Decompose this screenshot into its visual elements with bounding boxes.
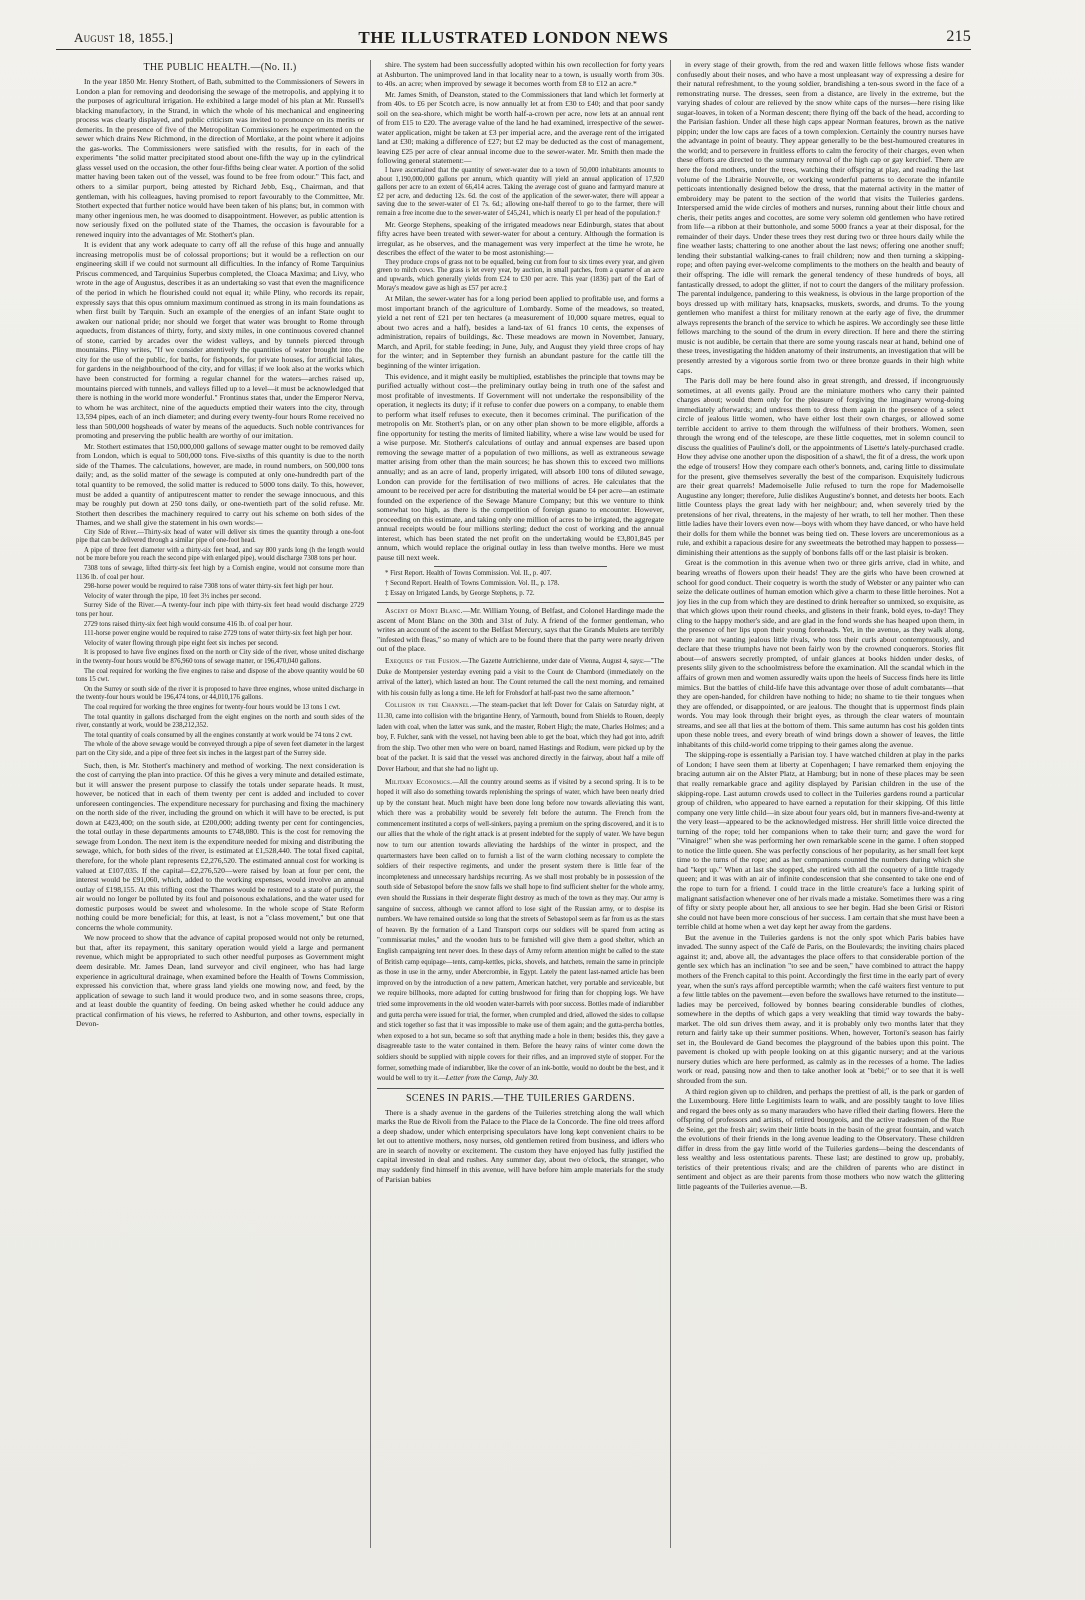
specification-block xyxy=(76,529,364,759)
article-paragraph: We now proceed to show that the advance of capital proposed would not only be returned, but that, after its repayment, this sanitary operation would yield a large and permanent revenue, which might be appropriated to such other needful purposes as Government might deem desirable. Mr. James Dean, land surveyor and civil engineer, who has had large experience in agricultural drainage, when examined before the Health of Towns Commission, expressed his conviction that, where grass land yields one mowing now, and feed, by the application of sewage to such land it would produce two, and in some seasons three, crops, and at least double the quantity of feeding. On being asked whether he could adduce any practical confirmation of his views, he referred to Ashburton, and other towns, especially in Devon- xyxy=(76,933,364,1029)
specification-line: Velocity of water through the pipe, 10 feet 3½ inches per second. xyxy=(84,592,262,600)
news-item-text: —The steam-packet that left Dover for Calais on Saturday night, at 11.30, came into collision with the brigantine Henry, of Yarmouth, bound from Shields to Rouen, deeply laden with coal, when the latter was sunk, and the master, Robert High; the mate, Charles Holmes; and a boy, F. Fulcher, sank with the vessel, not having been able to get the boat, which they had got into, adrift from the ship. Two other men who were on board, named Hastings and Rodium, were picked up by the boat of the packet. It is said that the vessel was anchored directly in the fairway, about half a mile off Dover Harbour, and that she had no light up. xyxy=(377,702,664,773)
footnote: † Second Report. Health of Towns Commission. Vol. II., p. 178. xyxy=(385,580,560,588)
news-item xyxy=(377,777,664,1084)
quoted-statement: They produce crops of grass not to be equalled, being cut from four to six times every year, and given green to milch cows. The grass is let every year, by auction, in small patches, from a quarter of an acre and upwards, which generally yields from £24 to £30 per acre. This year (1836) part of the Earl of Moray's meadow gave as high as £57 per acre.‡ xyxy=(377,258,664,292)
column-1 xyxy=(70,60,370,1548)
news-item-text: —The Gazette Autrichienne, under date of Vienna, August 4, says:—"The Duke de Montpensier yesterday evening paid a visit to the Count de Chambord (immediately on the arrival of the latter), which lasted an hour. The Count returned the call the next morning, and remained with his cousin fully as long a time. He left for Frohsdorf at half-past two the same afternoon." xyxy=(377,657,665,697)
article-paragraph: A third region given up to children, and perhaps the prettiest of all, is the park or garden of the Luxembourg. Here little Legitimists learn to walk, and are possibly taught to love lilies and regard the bees only as so many marauders who have rifled their darling flowers. Here the offspring of professors and artists, of retired bourgeois, and the active tradesmen of the Rue de Seine, get the fresh air; swim their little boats in the basin of the great fountain, and watch the evolutions of their friends in the long avenue leading to the Observatory. These children differ in dress from the gay little world of the Tuileries gardens—being the descendants of less wealthy and less ostentatious parents. These last; are destined to grow up, probably, teristics of their pretentious rivals; and are the children of parents who are distinct in sentiment and object as are their parents from those mothers who now watch the glittering little pageants of the Tuileries avenue.—B. xyxy=(677,1086,964,1191)
divider xyxy=(434,566,606,567)
divider xyxy=(377,602,664,603)
column-3 xyxy=(670,60,970,1548)
article-paragraph: The Paris doll may be here found also in great strength, and dressed, if incongruously sometimes, at all events gaily. Proud are the miniature mothers who carry their painted charges about; would them only for the pleasure of forgiving the imaginary wrong-doing immediately afterwards; and undress them to dress them again in the presence of a select circle of jealous little women, who have either lost their own charges, or allowed some terrible accident to arrive to them through the wilfulness of their brothers. Women, seen through the wrong end of the telescope, are these little coquettes, met in solemn council to discuss the qualities of Pauline's doll, or the appointments of Lisette's lately-purchased cradle. How they advise one another upon the disposition of a shawl, the fit of a dress, the work upon the edge of trousers! How they compare each other's bonnets, and, caring little to dissimulate for the present, give themselves severally the best of the comparison. Exquisitely ludicrous are their great quarrels! Mademoiselle Julie refused to turn the rope for Mademoiselle Augustine any longer; therefore, Julie dislikes Augustine's bonnet, and detests her boots. Each little Countess plays the great lady with her neighbour; and, when severely tried by the pretensions of her rival, threatens, in the majesty of her wrath, to tell her mother. Then these little ladies have their lovers even now—boys with whom they have danced, or who have held their dolls for them while the bonnet was being tied on. These lovers are unceremonious as a rule, and exhibit a rapacious desire for any sweetmeats the betrothed may happen to possess—diminishing their attentions as the supply of bonbons falls off or the last plaisir is broken. xyxy=(677,376,964,557)
news-item-heading: Ascent of Mont Blanc. xyxy=(385,606,463,616)
specification-line: 7308 tons of sewage, lifted thirty-six feet high by a Cornish engine, would not consume more than 1136 lb. of coal per hour. xyxy=(76,565,364,581)
column-2 xyxy=(370,60,670,1548)
article-paragraph: Mr. Stothert estimates that 150,000,000 gallons of sewage matter ought to be removed daily from London, which is equal to 500,000 tons. Five-sixths of this quantity is due to the north side of the Thames. The calculations, however, are made, in round numbers, on 500,000 tons daily; and, as the solid matter of the sewage is computed at only one-hundredth part of the total quantity to be removed, the solid matter is reduced to 5000 tons daily. To this, however, must be added a quantity of antiputrescent matter to render the sewage innocuous, and this may be roughly put down at 250 tons daily, or one-twentieth part of the solid refuse. Mr. Stothert then describes the machinery required to carry out his scheme on both sides of the Thames, and we shall give the statement in his own words:— xyxy=(76,441,364,528)
specification-line: The total quantity of coals consumed by all the engines constantly at work would be 74 tons 2 cwt. xyxy=(84,731,353,739)
specification-line: The coal required for working the three engines for twenty-four hours would be 13 tons 1 cwt. xyxy=(84,703,341,711)
issue-date: August 18, 1855.] xyxy=(74,30,174,45)
news-byline: —Letter from the Camp, July 30. xyxy=(438,1073,539,1083)
specification-line: Surrey Side of the River.—A twenty-four inch pipe with thirty-six feet head would discharge 2729 tons per hour. xyxy=(76,602,364,619)
news-item-heading: Exequies of the Fusion. xyxy=(385,655,462,665)
footnote: ‡ Essay on Irrigated Lands, by George Stephens, p. 72. xyxy=(385,589,535,597)
specification-line: City Side of River.—Thirty-six head of water will deliver six times the quantity through a one-foot pipe that can be delivered through a similar pipe of one-foot head. xyxy=(76,528,364,545)
news-item-heading: Collision in the Channel. xyxy=(385,700,472,710)
article-paragraph: in every stage of their growth, from the red and waxen little fellows whose fists wander confusedly about their noses, and who have a most unpleasant way of expressing a desire for their natural refreshment, to the young soldier, brandishing a ten-sous sword in the face of a remonstrating nurse. The dresses, seen from a distance, are lively in the extreme, but the varying shades of colour are relieved by the snow white caps of the nurses—here rising like sugar-loaves, in token of a Norman descent; there flying off the back of the head, according to the Parisian fashion. Under all these high caps appear Norman features, brown as the native pippin; under the low caps are faces of a town complexion. Certainly the country nurses have the advantage in point of beauty. They appear generally to be the best-humoured creatures in the world; and to persevere in fruitless efforts to calm the ferocity of their charges, even when these efforts are directed to the summary removal of the high cap or gay kerchief. There are here the fond mothers, under the trees, watching their offspring at play, and reading the last volume of the Librairie Nouvelle, or working wonderful patterns to decorate the infantile petticoats intentionally designed below the dress, that the maternal activity in the matter of embroidery may be patent to the section of the world that visits the Tuileries gardens. Interspersed amid the wide circles of mothers and nurses, running about their little choux and cheris, their petits anges and cocottes, are some very solemn old gentlemen who have retired from life—a ribbon at their buttonhole, and some 5000 francs a year at their disposal, for the remainder of their days. Under these trees they rest during two or three hours daily while the fine weather lasts; chattering to one another about the last news; offering one another snuff; lending their substantial walking-canes to frail children; now and then turning a skipping-rope; and often paying ever-welcome compliments to the mothers on the health and beauty of their offspring. The idle will remark the general tendency of these hundreds of boys, all fantastically dressed, to adopt the glitter, if not to court the dangers of the military profession. The parental indulgence, pandering to this weakness, is obvious in the large proportion of the boys dressed up with military hats, knapsacks, muskets, swords, and drums. To the young gentlemen who manifest a thirst for military renown at the early age of five, the drummer always represents the branch of the service to which he aspires. We accordingly see these little fellows marching to the sound of the drum in every direction. If here and there the stirring music is not audible, be certain that there are some young rascals near at hand, behind one of these trees, investigating the hidden anatomy of their instruments, an investigation that will be presently arrested by a vigorous sortie from two or three bronze guards in their high white caps. xyxy=(677,60,964,375)
article-heading-public-health: THE PUBLIC HEALTH.—(No. II.) xyxy=(143,62,297,73)
article-paragraph: But the avenue in the Tuileries gardens is not the only spot which Paris babies have invaded. The sunny aspect of the Café de Paris, on the Boulevards; the inviting chairs placed against it; and, above all, the advantages the place offers to that considerable portion of the gentle sex which has an inclination "to see and be seen," have combined to attract the happy mothers of the French capital to this point. Accordingly the first time in the early part of every year, when the sun's rays afford perceptible warmth; when the café waiters first venture to put a few little tables on the pavement—even before the swallows have returned to the institute—ladies may be perceived, followed by bonnes bearing considerable bundles of clothes, somewhere in the depths of which gaps a very weakling that timid way towards the baby-market. The old sun drives them away, and it is probably only two months later that they return and fairly take up their summer positions. When, however, Tortoni's season has fairly set in, the Boulevard de Gand becomes the playground of the babies upon this point. The pavement is choked up with people looking on at this gigantic nursery; and at the various nursery duties which are here performed, as calmly as in the recesses of a home. The ladies work or read, pausing now and then to take another look at "bebi;" or to see that it is well shrouded from the sun. xyxy=(677,932,964,1085)
newspaper-title: THE ILLUSTRATED LONDON NEWS xyxy=(358,28,669,47)
article-paragraph: shire. The system had been successfully adopted within his own recollection for forty years at Ashburton. The unimproved land in that locality near to a town, is usually worth from 30s. to 40s. an acre; when improved by sewage it becomes worth from £8 to £12 an acre.* xyxy=(377,60,664,89)
footnote: * First Report. Health of Towns Commission. Vol. II., p. 407. xyxy=(385,570,552,578)
specification-line: 2729 tons raised thirty-six feet high would consume 416 lb. of coal per hour. xyxy=(84,620,293,628)
news-item-text: —Mr. William Young, of Belfast, and Colonel Hardinge made the ascent of Mont Blanc on the 30th and 31st of July. A friend of the former gentleman, who writes an account of the ascent to the Belfast Mercury, says that the Grands Mulets are terribly "infested with fleas," so many of which are to be found there that the party were nearly driven out of the place. xyxy=(377,606,664,654)
article-paragraph: In the year 1850 Mr. Henry Stothert, of Bath, submitted to the Commissioners of Sewers in London a plan for removing and deodorising the sewage of the metropolis, and applying it to the purposes of agricultural irrigation. He exhibited a large model of his plan at Mr. Russell's blacking manufactory, in the Strand, in which the whole of his mechanical and engineering process was clearly displayed, and public criticism was invited to pronounce on its merits or demerits. In the presence of five of the Metropolitan Commissioners he experimented on the sewer which drains New Richmond, in the direction of Mortlake, at the point where it adjoins the gas-works. The Commissioners were satisfied with the results, for in each of the experiments "the solid matter precipitated stood about one-fifth the way up in the cylindrical glass vessel used on the occasion, the other four-fifths being clear water. A portion of the solid matter having been taken out of the vessel, was found to be free from odour." This fact, and others to a similar purport, being attested by Richard Jebb, Esq., Chairman, and that gentleman, with his colleagues, having promised to report favourably to the Committee, Mr. Stothert expected that further notice would have been taken of his plans; but, in common with many other ingenious men, he was doomed to disappointment. However, as public attention is now seriously fixed on the polluted state of the Thames, the occasion is favourable for a renewed inquiry into the advantages of Mr. Stothert's plan. xyxy=(76,77,364,239)
article-paragraph: At Milan, the sewer-water has for a long period been applied to profitable use, and forms a most important branch of the agriculture of Lombardy. Some of the meadows, so treated, yield a net rent of £21 per ten hectares (a measurement of 10,000 square metres, equal to about two acres and a half), besides a land-tax of 61 francs 10 cents, the expenses of administration, repairs of buildings, &c. These meadows are mown in November, January, March, and April, for stable feeding; in June, July, and August they yield three crops of hay for the winter; and in September they furnish an abundant pasture for the cattle till the beginning of the winter irrigation. xyxy=(377,294,664,370)
article-paragraph: Such, then, is Mr. Stothert's machinery and method of working. The next consideration is the cost of carrying the plan into practice. Of this he gives a very minute and detailed estimate, but it will answer the present purpose to classify the totals under separate heads. It must, however, be noticed that in each of them twenty per cent is added and included to cover unforeseen contingencies. The expenditure necessary for purchasing and fixing the machinery on the north side of the river, including the ground on which it will have to be erected, is put down at £423,400; on the south side, at £200,000; adding twenty per cent for contingencies, the total outlay in these departments amounts to £748,080. This is the cost for removing the sewage from London. The next item is the expenditure needed for mixing and distributing the sewage, which, for both sides of the river, is estimated at £1,528,440. The total fixed capital, therefore, for the whole plant represents £2,276,520. The estimated annual cost for working is valued at £107,035. If the capital—£2,276,520—were raised by loan at four per cent, the interest would be £91,060, which, added to the working expenses, would involve an annual outlay of £198,155. At this trifling cost the Thames would be restored to a state of purity, the air would no longer be polluted by its foul and poisonous exhalations, and the water used for domestic purposes would be sweet and wholesome. In the whole scope of State Reform nothing could be more beneficial; for this, at least, is not a "class movement," but one that concerns the whole community. xyxy=(76,760,364,932)
specification-line: A pipe of three feet diameter with a thirty-six feet head, and say 800 yards long (h the length would not be more before you reach the second pipe with enlarged pipe), would discharge 7308 tons per hour. xyxy=(76,546,364,563)
specification-line: It is proposed to have five engines fixed on the north or City side of the river, whose united discharge in the twenty-four hours would be 876,960 tons of sewage matter, or 196,470,040 gallons. xyxy=(76,649,364,666)
specification-line: On the Surrey or south side of the river it is proposed to have three engines, whose united discharge in the twenty-four hours would be 196,474 tons, or 44,010,176 gallons. xyxy=(76,685,364,702)
divider xyxy=(377,1088,664,1089)
specification-line: 298-horse power would be required to raise 7308 tons of water thirty-six feet high per hour. xyxy=(84,583,334,591)
specification-line: 111-horse power engine would be required to raise 2729 tons of water thirty-six feet high per hour. xyxy=(84,630,353,638)
specification-line: The whole of the above sewage would be conveyed through a pipe of seven feet diameter in the largest part on the City side, and a pipe of three feet six inches in the largest part of the Surrey side. xyxy=(76,741,364,757)
news-item xyxy=(377,700,664,774)
article-paragraph: Mr. George Stephens, speaking of the irrigated meadows near Edinburgh, states that about fifty acres have been treated with sewer-water for about a century. Although the formation is irregular, as he observes, and the management was very imperfect at the time he wrote, he describes the effect of the water to be most astonishing:— xyxy=(377,219,664,258)
news-item xyxy=(377,656,664,698)
text-columns xyxy=(70,60,971,1548)
specification-line: The total quantity in gallons discharged from the eight engines on the north and south sides of the river, constantly at work, would be 238,212,352. xyxy=(76,713,364,730)
specification-line: Velocity of water flowing through pipe eight feet six inches per second. xyxy=(84,639,279,647)
article-heading-scenes-in-paris: SCENES IN PARIS.—THE TUILERIES GARDENS. xyxy=(406,1092,635,1104)
specification-line: The coal required for working the five engines to raise and dispose of the above quantity would be 60 tons 15 cwt. xyxy=(76,667,364,684)
article-paragraph: Great is the commotion in this avenue when two or three girls arrive, clad in white, and bearing wreaths of flowers upon their heads! They are the girls who have been crowned at school for good conduct. Their coquetry is worth the study of Webster or any painter who can seize the delicate outlines of human emotion which give a charm to these little heroines. Not a joy lies in the cup from which they are destined to drink hereafter so unmixed, so exquisite, as that which glows upon their round cheeks, and glistens in their frank, bold eyes, to-day! They cling to the happy mother's side, and are glad in the fond words she has heaped upon them, in the presence of her lips upon their young foreheads. Yet, in the avenue, as they walk along, there are not wanting jealous little rivals, who toss their curls about contemptuously, and declare that these triumphs have not been fairly won by the crowned conquerors. Stories flit about—of answers secretly prompted, of unfair glances at books hidden under desks, of presents slily given to the schoolmistress before the examination. All the scandal which in the affairs of grown men and women assuredly waits upon the heels of Success finds here its little mimics. But the battles of child-life have this advantage over those of adult combatants—that they are open-handed, for children have nothing to hide; no shame to tie their tongues when they are offended, or disappointed, or are jealous. The thought that is uppermost finds plain words. You may look through their bright eyes, as through the clear waters of mountain streams, and see all that lies at the bottom of them. This same autumn has cost his golden tints upon these noble trees, and every breath of wind brings down a shower of leaves, the little inhabitants of this child-world come tripping to their games along the avenue. xyxy=(677,558,964,749)
article-paragraph: There is a shady avenue in the gardens of the Tuileries stretching along the wall which marks the Rue de Rivoli from the Palace to the Place de la Concorde. The fine old trees afford a deep shadow, under which enterprising speculators have long kept convenient chairs to be let out to attentive mothers, nosy nurses, old gentlemen retired from business, and idlers who are in search of novelty or excitement. The custom they have enjoyed has fully justified the capital invested in deal and rushes. Any summer day, about two o'clock, the stranger, who may suddenly find himself in this avenue, will have before him ample materials for the study of Parisian babies xyxy=(377,1107,664,1184)
article-paragraph: Mr. James Smith, of Deanston, stated to the Commissioners that land which let formerly at from 40s. to £6 per Scotch acre, is now annually let at from £30 to £40; and that poor sandy soil on the sea-shore, which might be worth half-a-crown per acre, now lets at an annual rent of from £15 to £20. The average value of the land he had examined, irrespective of the sewer-water application, might be taken at £3 per imperial acre, and the average rent of the irrigated land at £30; making a difference of £27; but £2 may be deducted as the cost of management, leaving £25 per acre of clear annual income due to the sewer-water. Mr. Smith then made the following general statement:— xyxy=(377,89,664,166)
article-paragraph: This evidence, and it might easily be multiplied, establishes the principle that towns may be purified actually without cost—the preliminary outlay being in truth one of the safest and most profitable of investments. If Government will not undertake the responsibility of the operation, it neglects its duty; if it refuse to confer due powers on a company, to enable them to perform what itself refuses to execute, then it becomes criminal. The purification of the metropolis on Mr. Stothert's plan, or on any other plan shown to be more eligible, affords a fine opportunity for testing the merits of limited liability, where a wise law would be used for a wise purpose. Mr. Stothert's calculations of outlay and annual expenses are based upon removing the sewage matter of a population of two millions, as well as extraneous sewage matter arising from other than the main sources; he has shown this to exceed two millions annually; and as an acre of land, properly irrigated, will absorb 100 tons of diluted sewage, London can provide for the fertilisation of two millions of acres. He calculates that the amount to be received per acre for distributing the material would be £4 per acre—an estimate founded on the experience of the Sewage Manure Company; but this we venture to think somewhat too high, as there is the competition of foreign guano to encounter. However, proceeding on this estimate, and taking only one million of acres to be irrigated, the aggregate annual receipts would be four millions sterling; deduct the cost of working and the annual interest, which has been stated the net profit on the undertaking would be £3,801,845 per annum, which would replace the original outlay in less than twelve months. Here we must pause till next week. xyxy=(377,371,664,562)
article-paragraph: The skipping-rope is essentially a Parisian toy. I have watched children at play in the parks of London; I have seen them at liberty at Copenhagen; I have remarked them enjoying the bracing autumn air on the Alster Platz, at Hamburg; but in none of these places may be seen that really remarkable grace and agility displayed by Parisian children in the use of the skipping-rope. Last autumn crowds used to collect in the Tuileries gardens round a particular group of children, who appeared to have earned a reputation for their skipping. Of this little company one very little child—in size about four years old, but in manners five-and-twenty at the very least—appeared to be the acknowledged mistress. Her shrill little voice directed the turning of the rope; told her companions when to take their turn; and gave the word for "Vinaigre!" when she was performing her own remarkable scene in the game. I often stopped to notice the little queen. She was perfectly conscious of her popularity, as her small feet kept time to the turns of the rope; and as her companions counted the numbers during which she had "kept up." When at last she stopped, she retired with all the coquetry of a little tragedy queen; and it was with an air of infinite condescension that she consented to take one end of the rope to turn for a friend. I could trace in the little creature's face a lurking spirit of malignant satisfaction whenever one of her rivals made a mistake. Sometimes there was a ring of fifty or sixty people about her, all anxious to see her begin. Had she been Grisi or Ristori she could not have been more conscious of her success. I am certain that she must have been a terrible child at home when a wet day kept her away from the gardens. xyxy=(677,750,964,932)
masthead xyxy=(56,26,971,50)
article-paragraph: It is evident that any work adequate to carry off all the refuse of this huge and annually increasing metropolis must be of colossal proportions; but it would be a reflection on our engineering skill if we could not surmount all difficulties. In the infancy of Rome Tarquinius Priscus commenced, and Tarquinius Superbus completed, the Cloaca Maxima; and Livy, who wrote in the age of Augustus, describes it as an undertaking so vast that even the magnificence of the period in which he flourished could not equal it; while Pliny, who records its repair, expressly says that this opus omnium maximum continued as strong in its main foundations as when first built by Tarquin. Such an example of the energies of an infant State ought to awaken our national pride; nor should we forget that water was brought to Rome through aqueducts, from distances of thirty, forty, and sixty miles, in one continuous covered channel of stone, carried by arcades over the widest valleys, and by tunnels pierced through mountains. Pliny writes, "If we consider attentively the quantities of water brought into the city for the use of the public, for baths, for fishponds, for private houses, for artificial lakes, for gardens in the neighbourhood of the city, and for villas; if we look also at the works which have been constructed for forming a regular channel for the waters—arches raised up, mountains pierced with tunnels, and valleys filled up to a level—it must be acknowledged that there is nothing in the world more wonderful." Frontinus states that, under the Emperor Nerva, to whom he was architect, nine of the aqueducts emptied their waters into the city, through 13,594 pipes, each of an inch diameter; and during every twenty-four hours Rome received no less than 500,000 hogsheads of water by means of the aqueducts. Such noble contrivances for promoting and preserving the public health are worthy of our imitation. xyxy=(76,240,364,441)
newspaper-page xyxy=(56,26,971,1550)
quoted-statement: I have ascertained that the quantity of sewer-water due to a town of 50,000 inhabitants amounts to about 1,190,000,000 gallons per annum, which quantity will yield an annual application of 17,920 gallons per acre to an extent of 66,414 acres. Taking the average cost of guano and farmyard manure at £2 per acre, and deducting 12s. 6d. the cost of the application of the sewer-water, there will appear a saving due to the sewer-water of £1 7s. 6d.; allowing one-half thereof to go to the farmer, there will remain a free income due to the sewer-water of £45,241, which is nearly £1 per head of the population.† xyxy=(377,167,664,217)
news-item-text: —All the country around seems as if visited by a second spring. It is to be hoped it will also do something towards replenishing the springs of water, which have been nearly dried up by the constant heat. Much might have been done long before now towards alleviating this want, which there was a probability would be severely felt before the autumn. The French from the commencement instituted a corps of well-sinkers, paying a premium on the spring discovered, and it is to our allies that the whole of the right attack is at present indebted for the supply of water. We have begun now to turn our attention towards alleviating the hardships of the winter in prospect, and the quartermasters have been called on to furnish a list of the warm clothing necessary to complete the soldiers of their respective regiments, and under the present system there is little fear of the incompleteness and unnecessary hardships recurring. As we shall most probably be in possession of the south side of Sebastopol before the snow falls we shall hope to find sufficient shelter for the whole army, even should the Russians in their desperate flight destroy as much of the town as they may. Our army is sanguine of success, although we cannot afford to lose sight of the Russian army, or to despise its numbers. We have remained outside so long that the streets of Sebastopol seem as far from us as the stars of heaven. By the formation of a Land Transport corps our soldiers will be spared from acting as "commissariat mules," and the wooden huts to be furnished will give them a good shelter, which an English campaigning tent never does. In these days of Army reform attention might be called to the state of British camp equipage—tents, camp-kettles, picks, shovels, and hatchets, remain the same in principle as those in use in the army, under Abercrombie, in Egypt. Lately the patent last-named article has been improved on by the introduction of a new pattern, American hatchet, very portable and serviceable, but we require billhooks, more adapted for cutting brushwood for firing than for chopping logs. We have tried some improvements in the old wooden water-barrels with poor success. Bottles made of indiarubber and gutta percha were issued for trial, the former, when crumpled and dried, allowed the sides to collapse and stick together so fast that it was impossible to make use of them again; and the gutta-percha bottles, when exposed to a hot sun, became so soft that anything made a hole in them; besides this, they gave a disagreeable taste to the water contained in them. Before the heavy rains of winter come down the soldiers should be supplied with nipple covers for their rifles, and an improved style of stopper. For the former, something made of indiarubber, like the cover of an ink-bottle, would no doubt be the best, and it would be well to try it. xyxy=(377,778,664,1083)
page-number: 215 xyxy=(946,28,971,45)
news-item xyxy=(377,606,664,654)
news-item-heading: Military Economics. xyxy=(385,776,453,786)
